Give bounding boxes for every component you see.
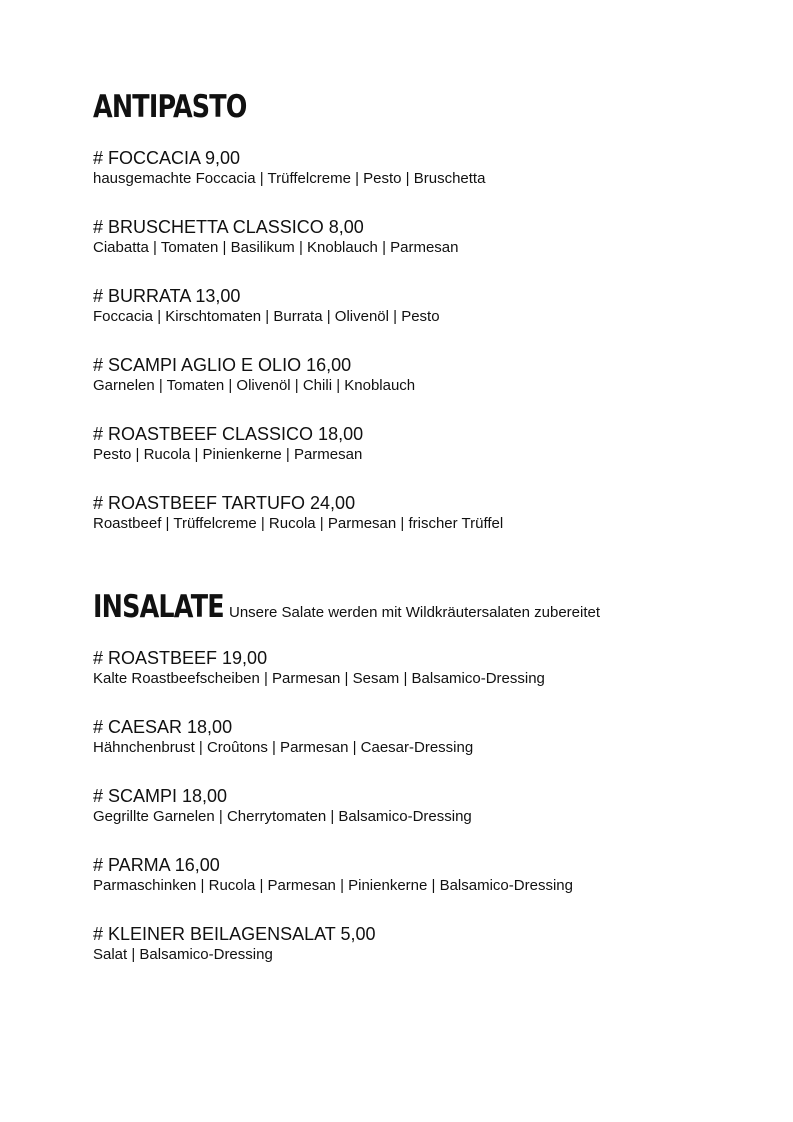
menu-item-description: Ciabatta | Tomaten | Basilikum | Knoblauch | Parmesan	[93, 239, 459, 256]
antipasto-section	[93, 88, 753, 561]
menu-item-name: # ROASTBEEF CLASSICO 18,00	[93, 424, 364, 444]
menu-item-caesar	[93, 716, 753, 785]
menu-item-kleiner-beilagensalat	[93, 923, 753, 992]
menu-item-name: # SCAMPI 18,00	[93, 786, 228, 806]
menu-item-description: Pesto | Rucola | Pinienkerne | Parmesan	[93, 446, 363, 463]
menu-item-description: hausgemachte Foccacia | Trüffelcreme | Pesto | Bruschetta	[93, 170, 486, 187]
antipasto-menu-list	[93, 147, 753, 561]
menu-item-bruschetta-classico	[93, 216, 753, 285]
menu-item-description: Parmaschinken | Rucola | Parmesan | Pinienkerne | Balsamico-Dressing	[93, 877, 573, 894]
insalate-header	[93, 588, 753, 626]
menu-item-parma	[93, 854, 753, 923]
insalate-title: INSALATE	[93, 589, 224, 625]
menu-item-description: Garnelen | Tomaten | Olivenöl | Chili | Knoblauch	[93, 377, 416, 394]
insalate-menu-list	[93, 647, 753, 992]
menu-item-name: # BRUSCHETTA CLASSICO 8,00	[93, 217, 364, 237]
menu-item-scampi	[93, 785, 753, 854]
antipasto-title: ANTIPASTO	[93, 89, 247, 125]
insalate-subtitle: Unsere Salate werden mit Wildkräutersalaten zubereitet	[229, 604, 601, 621]
menu-item-name: # KLEINER BEILAGENSALAT 5,00	[93, 924, 376, 944]
menu-item-foccacia	[93, 147, 753, 216]
menu-item-name: # FOCCACIA 9,00	[93, 148, 241, 168]
menu-item-description: Hähnchenbrust | Croûtons | Parmesan | Caesar-Dressing	[93, 739, 474, 756]
menu-item-scampi-aglio-e-olio	[93, 354, 753, 423]
menu-item-description: Gegrillte Garnelen | Cherrytomaten | Balsamico-Dressing	[93, 808, 472, 825]
menu-item-description: Foccacia | Kirschtomaten | Burrata | Olivenöl | Pesto	[93, 308, 440, 325]
menu-item-name: # CAESAR 18,00	[93, 717, 233, 737]
menu-item-name: # PARMA 16,00	[93, 855, 220, 875]
menu-item-name: # BURRATA 13,00	[93, 286, 241, 306]
menu-item-name: # SCAMPI AGLIO E OLIO 16,00	[93, 355, 352, 375]
menu-item-name: # ROASTBEEF TARTUFO 24,00	[93, 493, 356, 513]
menu-item-description: Roastbeef | Trüffelcreme | Rucola | Parmesan | frischer Trüffel	[93, 515, 504, 532]
insalate-section	[93, 588, 753, 992]
menu-item-description: Salat | Balsamico-Dressing	[93, 946, 273, 963]
menu-item-roastbeef-tartufo	[93, 492, 753, 561]
antipasto-header	[93, 88, 753, 126]
menu-item-burrata	[93, 285, 753, 354]
menu-item-roastbeef	[93, 647, 753, 716]
menu-item-name: # ROASTBEEF 19,00	[93, 648, 268, 668]
menu-item-roastbeef-classico	[93, 423, 753, 492]
menu-item-description: Kalte Roastbeefscheiben | Parmesan | Sesam | Balsamico-Dressing	[93, 670, 545, 687]
